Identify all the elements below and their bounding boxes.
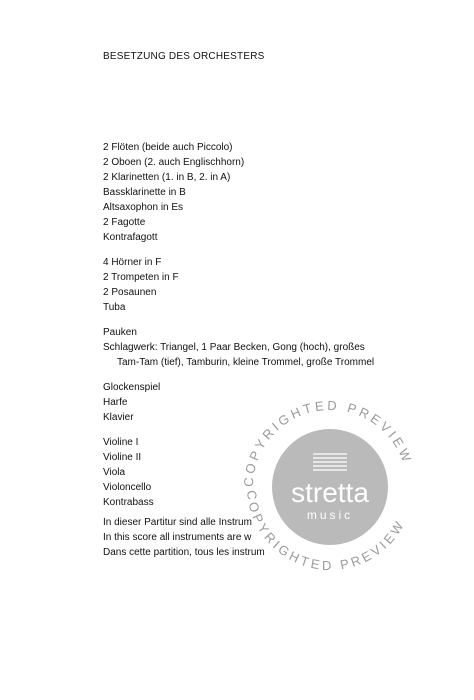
list-item: Violine II [103, 452, 142, 463]
note-english: In this score all instruments are w [103, 532, 252, 543]
watermark-svg [233, 390, 427, 584]
list-item: Kontrabass [103, 497, 154, 508]
list-item: 2 Posaunen [103, 287, 157, 298]
list-item: 2 Oboen (2. auch Englischhorn) [103, 157, 245, 168]
note-german: In dieser Partitur sind alle Instrum [103, 517, 252, 528]
list-item: Glockenspiel [103, 382, 161, 393]
list-item: Harfe [103, 397, 128, 408]
list-item: Schlagwerk: Triangel, 1 Paar Becken, Gong (hoch), großes [103, 342, 365, 353]
percussion-group [103, 325, 403, 370]
list-item: 2 Trompeten in F [103, 272, 179, 283]
list-item: 4 Hörner in F [103, 257, 162, 268]
list-item: Bassklarinette in B [103, 187, 186, 198]
list-item: 2 Flöten (beide auch Piccolo) [103, 142, 233, 153]
stretta-logo-text: stretta [291, 477, 369, 508]
list-item: Tam-Tam (tief), Tamburin, kleine Trommel, große Trommel [117, 357, 375, 368]
list-item: Violine I [103, 437, 139, 448]
list-item: Kontrafagott [103, 232, 158, 243]
seal-ring-text-top: COPYRIGHTED PREVIEW [240, 397, 416, 488]
copyright-watermark-seal [233, 390, 427, 584]
list-item: Klavier [103, 412, 134, 423]
brass-group [103, 255, 403, 315]
list-item: Violoncello [103, 482, 152, 493]
seal-ring-text-bottom: COPYRIGHTED PREVIEW [243, 489, 408, 574]
list-item: Altsaxophon in Es [103, 202, 184, 213]
list-item: 2 Klarinetten (1. in B, 2. in A) [103, 172, 231, 183]
list-item: Pauken [103, 327, 137, 338]
page-heading: BESETZUNG DES ORCHESTERS [103, 51, 265, 62]
list-item: 2 Fagotte [103, 217, 146, 228]
woodwinds-group [103, 140, 403, 245]
music-logo-text: music [306, 508, 354, 522]
list-item: Viola [103, 467, 126, 478]
list-item: Tuba [103, 302, 126, 313]
note-french: Dans cette partition, tous les instrum [103, 547, 265, 558]
